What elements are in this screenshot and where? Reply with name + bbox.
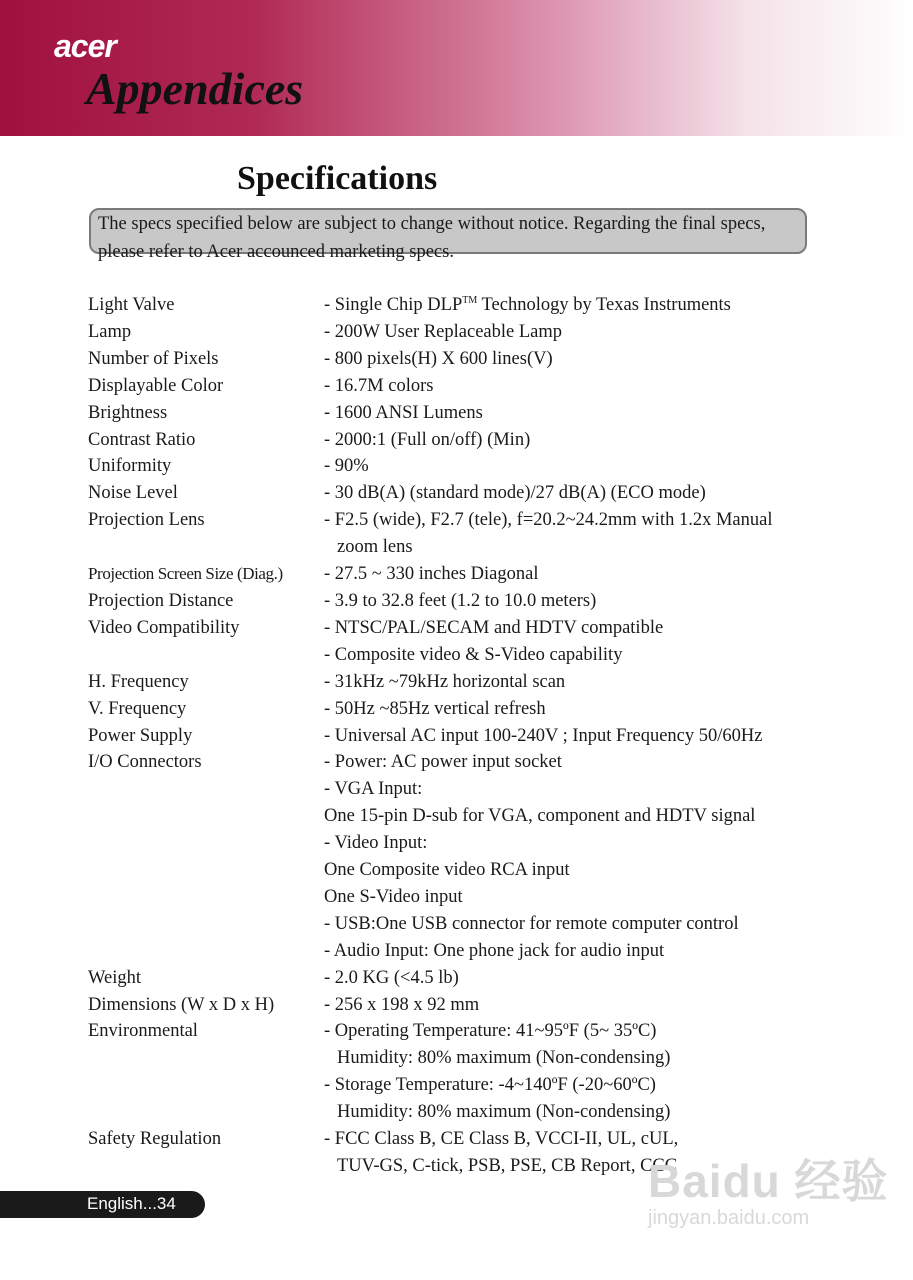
spec-value: - FCC Class B, CE Class B, VCCI-II, UL, cUL, bbox=[324, 1129, 679, 1150]
spec-values bbox=[324, 696, 818, 723]
spec-values bbox=[324, 346, 818, 373]
spec-value: zoom lens bbox=[337, 537, 413, 558]
spec-values bbox=[324, 965, 818, 992]
spec-row bbox=[88, 992, 818, 1019]
spec-label: H. Frequency bbox=[88, 671, 189, 692]
spec-row bbox=[88, 965, 818, 992]
spec-value: - Power: AC power input socket bbox=[324, 752, 562, 773]
spec-value: - 90% bbox=[324, 456, 369, 477]
spec-values bbox=[324, 480, 818, 507]
spec-label: Light Valve bbox=[88, 295, 175, 315]
spec-label: Power Supply bbox=[88, 725, 193, 746]
spec-value: - 31kHz ~79kHz horizontal scan bbox=[324, 671, 566, 692]
spec-row bbox=[88, 373, 818, 400]
spec-value: - Video Input: bbox=[324, 833, 428, 854]
notice-box: The specs specified below are subject to change without notice. Regarding the final specs, please refer to Acer accounced marketing specs. bbox=[89, 208, 807, 254]
spec-value: - 200W User Replaceable Lamp bbox=[324, 321, 563, 342]
spec-value: - Composite video & S-Video capability bbox=[324, 644, 623, 665]
spec-value: One 15-pin D-sub for VGA, component and HDTV signal bbox=[324, 806, 756, 827]
spec-row bbox=[88, 400, 818, 427]
spec-values bbox=[324, 373, 818, 400]
spec-value: - Operating Temperature: 41~95ºF (5~ 35ºC) bbox=[324, 1021, 657, 1042]
spec-row bbox=[88, 453, 818, 480]
spec-row bbox=[88, 669, 818, 696]
spec-row bbox=[88, 507, 818, 561]
section-title: Appendices bbox=[86, 63, 304, 114]
spec-row bbox=[88, 292, 818, 319]
spec-label: Number of Pixels bbox=[88, 348, 219, 369]
spec-value: - 2.0 KG (<4.5 lb) bbox=[324, 967, 459, 988]
spec-label: Environmental bbox=[88, 1021, 198, 1042]
spec-row bbox=[88, 427, 818, 454]
spec-label: Weight bbox=[88, 967, 141, 988]
spec-value: - 1600 ANSI Lumens bbox=[324, 402, 483, 423]
acer-logo: acer bbox=[54, 28, 116, 64]
spec-values bbox=[324, 669, 818, 696]
spec-values bbox=[324, 1018, 818, 1126]
spec-value: TUV-GS, C-tick, PSB, PSE, CB Report, CCC bbox=[337, 1156, 678, 1176]
spec-values bbox=[324, 319, 818, 346]
spec-row bbox=[88, 749, 818, 964]
spec-value: - 30 dB(A) (standard mode)/27 dB(A) (ECO mode) bbox=[324, 483, 706, 504]
page-number: English...34 bbox=[87, 1194, 176, 1213]
spec-value: - 27.5 ~ 330 inches Diagonal bbox=[324, 564, 539, 585]
page-footer bbox=[0, 1191, 205, 1218]
page-title: Specifications bbox=[237, 160, 438, 197]
watermark-logo: Baidu 经验 bbox=[648, 1155, 889, 1207]
spec-value: - Audio Input: One phone jack for audio input bbox=[324, 940, 665, 961]
spec-value: - 256 x 198 x 92 mm bbox=[324, 994, 480, 1015]
watermark-url: jingyan.baidu.com bbox=[648, 1207, 810, 1229]
watermark bbox=[648, 1145, 889, 1230]
trademark-mark: TM bbox=[462, 295, 478, 306]
spec-label: I/O Connectors bbox=[88, 752, 202, 773]
spec-value: - 50Hz ~85Hz vertical refresh bbox=[324, 698, 546, 719]
spec-label: Uniformity bbox=[88, 456, 172, 477]
spec-label: Projection Lens bbox=[88, 510, 205, 531]
spec-values bbox=[324, 992, 818, 1019]
spec-row bbox=[88, 561, 818, 588]
spec-label: Projection Screen Size (Diag.) bbox=[88, 564, 283, 584]
specifications-list bbox=[88, 292, 818, 1180]
page-header-banner bbox=[0, 0, 913, 136]
spec-row bbox=[88, 723, 818, 750]
spec-label: V. Frequency bbox=[88, 698, 187, 719]
spec-values bbox=[324, 561, 818, 588]
spec-label: Displayable Color bbox=[88, 375, 224, 396]
spec-values bbox=[324, 427, 818, 454]
spec-value: - 800 pixels(H) X 600 lines(V) bbox=[324, 348, 553, 369]
spec-value: One S-Video input bbox=[324, 886, 463, 907]
spec-label: Safety Regulation bbox=[88, 1129, 222, 1150]
spec-label: Lamp bbox=[88, 321, 132, 342]
spec-values bbox=[324, 723, 818, 750]
spec-label: Brightness bbox=[88, 402, 168, 423]
spec-value: - 2000:1 (Full on/off) (Min) bbox=[324, 429, 531, 450]
spec-row bbox=[88, 1018, 818, 1126]
spec-value: - F2.5 (wide), F2.7 (tele), f=20.2~24.2mm with 1.2x Manual bbox=[324, 510, 773, 531]
spec-row bbox=[88, 346, 818, 373]
spec-value: - VGA Input: bbox=[324, 779, 423, 800]
spec-label: Dimensions (W x D x H) bbox=[88, 994, 275, 1015]
spec-values bbox=[324, 453, 818, 480]
spec-values bbox=[324, 749, 818, 964]
spec-value: One Composite video RCA input bbox=[324, 860, 570, 881]
spec-values bbox=[324, 615, 818, 669]
spec-values bbox=[324, 588, 818, 615]
spec-row bbox=[88, 588, 818, 615]
spec-label: Noise Level bbox=[88, 483, 178, 504]
spec-value: - Single Chip DLP™ Technology by Texas Instruments bbox=[324, 295, 731, 315]
spec-value: - Universal AC input 100-240V ; Input Frequency 50/60Hz bbox=[324, 725, 763, 746]
spec-values bbox=[324, 507, 818, 561]
spec-row bbox=[88, 480, 818, 507]
spec-value: - 3.9 to 32.8 feet (1.2 to 10.0 meters) bbox=[324, 590, 597, 611]
spec-value: - NTSC/PAL/SECAM and HDTV compatible bbox=[324, 617, 664, 638]
spec-value: Humidity: 80% maximum (Non-condensing) bbox=[337, 1048, 671, 1069]
spec-values bbox=[324, 400, 818, 427]
spec-row bbox=[88, 615, 818, 669]
spec-row bbox=[88, 319, 818, 346]
spec-label: Video Compatibility bbox=[88, 617, 240, 638]
spec-value: Humidity: 80% maximum (Non-condensing) bbox=[337, 1102, 671, 1123]
spec-row bbox=[88, 696, 818, 723]
spec-value: - 16.7M colors bbox=[324, 375, 434, 396]
spec-label: Contrast Ratio bbox=[88, 429, 196, 450]
spec-values bbox=[324, 292, 818, 319]
spec-label: Projection Distance bbox=[88, 590, 234, 611]
spec-value: - USB:One USB connector for remote computer control bbox=[324, 913, 739, 934]
spec-value: - Storage Temperature: -4~140ºF (-20~60ºC) bbox=[324, 1075, 656, 1096]
